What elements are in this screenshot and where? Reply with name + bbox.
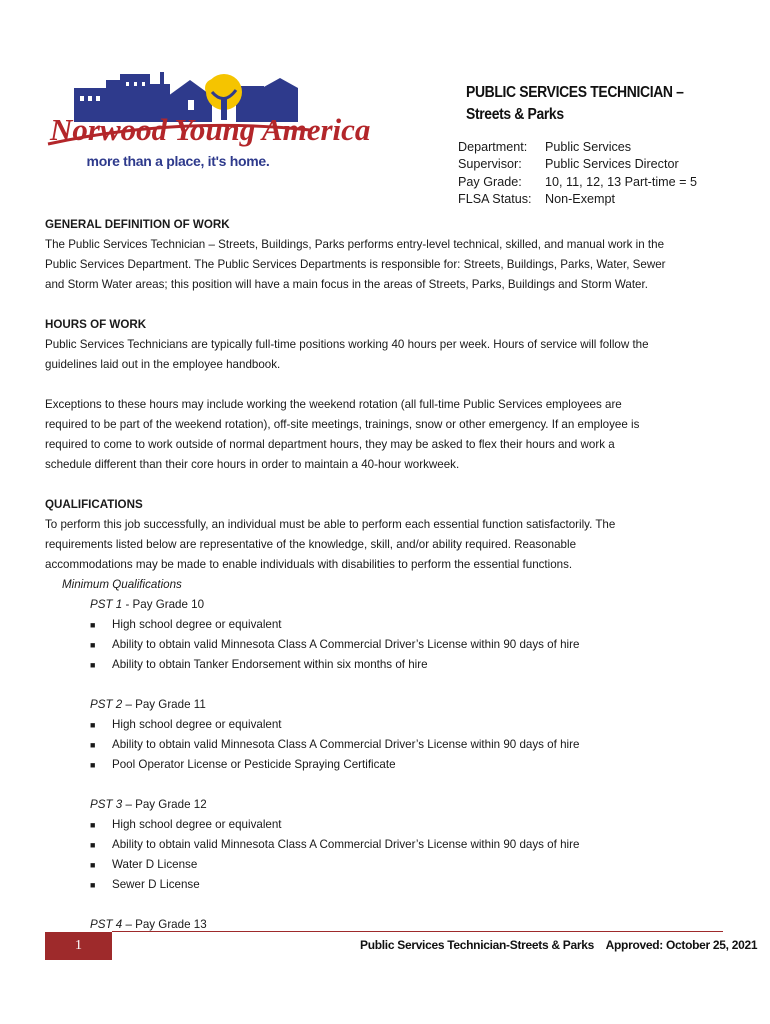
job-title-line-1: PUBLIC SERVICES TECHNICIAN – — [466, 84, 684, 101]
meta-department — [458, 139, 697, 156]
pst-grade: – Pay Grade 11 — [122, 698, 206, 711]
bullet-icon: ■ — [90, 640, 96, 650]
list-item — [45, 635, 725, 655]
paragraph-line: requirements listed below are representative of the knowledge, skill, and/or ability required. Reasonable — [45, 538, 577, 551]
bullet-icon: ■ — [90, 620, 96, 630]
paragraph-line: Public Services Department. The Public Services Departments is responsible for: Streets, Buildings, Parks, Water, Sewer — [45, 258, 666, 271]
bullet-icon: ■ — [90, 720, 96, 730]
pst-label: PST 2 — [90, 698, 123, 711]
bullet-icon: ■ — [90, 740, 96, 750]
paragraph-line: The Public Services Technician – Streets, Buildings, Parks performs entry-level technical, skilled, and manual work in the — [45, 238, 665, 251]
paragraph-line: required to be part of the weekend rotation), off-site meetings, trainings, snow or other emergency. If an employee is — [45, 418, 640, 431]
list-item — [45, 655, 725, 675]
bullet-icon: ■ — [90, 760, 96, 770]
heading-qualifications: QUALIFICATIONS — [45, 498, 143, 511]
pst-grade: – Pay Grade 13 — [122, 918, 207, 931]
meta-label: Supervisor: — [458, 157, 522, 172]
pst-label: PST 1 — [90, 598, 123, 611]
paragraph-line: guidelines laid out in the employee handbook. — [45, 358, 281, 371]
bullet-icon: ■ — [90, 860, 96, 870]
list-item-text: Pool Operator License or Pesticide Spraying Certificate — [112, 758, 396, 771]
paragraph-line: accommodations may be made to enable individuals with disabilities to perform the essential functions. — [45, 558, 573, 571]
list-item-text: High school degree or equivalent — [112, 718, 282, 731]
list-item — [45, 815, 725, 835]
pst-grade: - Pay Grade 10 — [122, 598, 205, 611]
footer-text: Public Services Technician-Streets & Parks Approved: October 25, 2021 — [360, 938, 758, 952]
pst2-heading — [45, 695, 725, 715]
bullet-icon: ■ — [90, 660, 96, 670]
logo-tagline: more than a place, it's home. — [86, 153, 270, 169]
job-meta — [458, 139, 697, 208]
meta-label: Pay Grade: — [458, 174, 522, 189]
meta-flsa-status — [458, 191, 697, 208]
meta-value: 10, 11, 12, 13 Part-time = 5 — [545, 174, 698, 189]
paragraph-line: required to come to work outside of normal department hours, they may be asked to flex their hours and work a — [45, 438, 615, 451]
list-item-text: Ability to obtain valid Minnesota Class A Commercial Driver’s License within 90 days of hire — [112, 638, 580, 651]
page-number: 1 — [45, 932, 112, 960]
job-title-line-2: Streets & Parks — [466, 106, 564, 123]
meta-value: Non-Exempt — [545, 191, 615, 206]
meta-value: Public Services Director — [545, 157, 679, 172]
list-item-text: Ability to obtain Tanker Endorsement within six months of hire — [112, 658, 428, 671]
pst-label: PST 3 — [90, 798, 123, 811]
paragraph-line: To perform this job successfully, an individual must be able to perform each essential function satisfactorily. The — [45, 518, 616, 531]
job-title — [466, 82, 727, 126]
list-item — [45, 835, 725, 855]
meta-label: Department: — [458, 140, 528, 154]
list-item-text: High school degree or equivalent — [112, 818, 282, 831]
meta-label: FLSA Status: — [458, 191, 532, 206]
footer-divider — [112, 931, 723, 932]
list-item — [45, 875, 725, 895]
list-item — [45, 735, 725, 755]
pst1-heading — [45, 595, 725, 615]
paragraph-line: Public Services Technicians are typically full-time positions working 40 hours per week. Hours of service will follow the — [45, 338, 649, 351]
list-item-text: Water D License — [112, 858, 198, 871]
meta-pay-grade — [458, 174, 697, 191]
list-item — [45, 715, 725, 735]
bullet-icon: ■ — [90, 820, 96, 830]
paragraph-line: Exceptions to these hours may include working the weekend rotation (all full-time Public Services employees are — [45, 398, 622, 411]
list-item-text: Ability to obtain valid Minnesota Class A Commercial Driver’s License within 90 days of hire — [112, 738, 580, 751]
list-item-text: High school degree or equivalent — [112, 618, 282, 631]
paragraph-line: and Storm Water areas; this position will have a main focus in the areas of Streets, Parks, Buildings and Storm Water. — [45, 278, 648, 291]
list-item — [45, 755, 725, 775]
meta-supervisor — [458, 156, 697, 173]
list-item — [45, 615, 725, 635]
logo-wordmark: Norwood Young America — [50, 112, 371, 147]
meta-value: Public Services — [545, 140, 632, 154]
pst3-heading — [45, 795, 725, 815]
bullet-icon: ■ — [90, 880, 96, 890]
heading-hours-of-work: HOURS OF WORK — [45, 318, 147, 331]
pst4-heading — [45, 915, 725, 935]
pst-label: PST 4 — [90, 918, 123, 931]
list-item-text: Sewer D License — [112, 878, 200, 891]
paragraph-line: schedule different than their core hours in order to maintain a 40-hour workweek. — [45, 458, 460, 471]
bullet-icon: ■ — [90, 840, 96, 850]
list-item-text: Ability to obtain valid Minnesota Class A Commercial Driver’s License within 90 days of hire — [112, 838, 580, 851]
heading-general-definition: GENERAL DEFINITION OF WORK — [45, 218, 230, 231]
minimum-qualifications-label: Minimum Qualifications — [62, 578, 182, 591]
document-body — [45, 215, 725, 935]
pst-grade: – Pay Grade 12 — [122, 798, 207, 811]
list-item — [45, 855, 725, 875]
